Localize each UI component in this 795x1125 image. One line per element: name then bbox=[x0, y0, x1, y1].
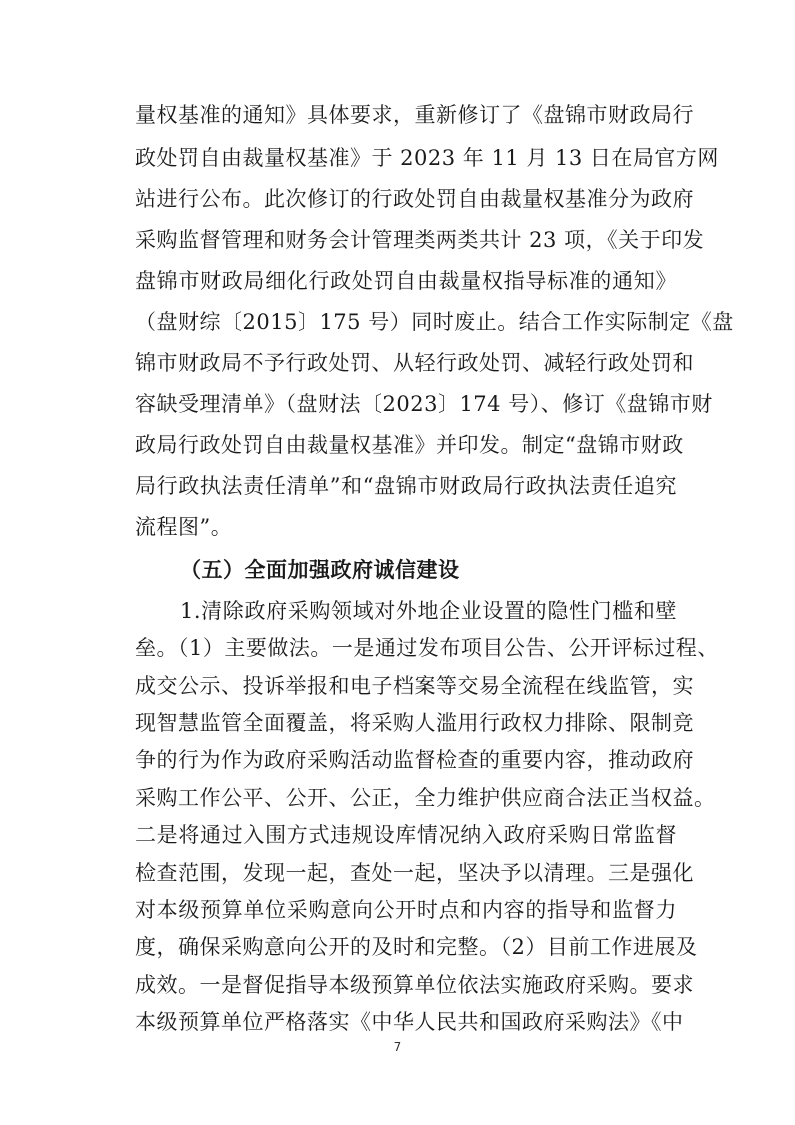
text-line: 站进行公布。此次修订的行政处罚自由裁量权基准分为政府 bbox=[135, 187, 694, 211]
text-line: 现智慧监管全面覆盖，将采购人滥用行政权力排除、限制竞 bbox=[135, 711, 694, 735]
text-line: 流程图”。 bbox=[135, 515, 233, 539]
text-line: 成效。一是督促指导本级预算单位依法实施政府采购。要求 bbox=[135, 973, 694, 997]
text-line: 盘锦市财政局细化行政处罚自由裁量权指导标准的通知》 bbox=[135, 269, 677, 293]
text-line: 对本级预算单位采购意向公开时点和内容的指导和监督力 bbox=[135, 898, 677, 922]
text-line: 局行政执法责任清单”和“盘锦市财政局行政执法责任追究 bbox=[135, 474, 677, 498]
text-line: 政处罚自由裁量权基准》于 2023 年 11 月 13 日在局官方网 bbox=[135, 146, 719, 170]
text-line: 争的行为作为政府采购活动监督检查的重要内容，推动政府 bbox=[135, 748, 694, 772]
text-line: （盘财综〔2015〕175 号）同时废止。结合工作实际制定《盘 bbox=[135, 310, 734, 334]
text-line: 垒。（1）主要做法。一是通过发布项目公告、公开评标过程、 bbox=[135, 636, 719, 660]
text-line: 本级预算单位严格落实《中华人民共和国政府采购法》《中 bbox=[135, 1010, 684, 1034]
text-line: 政局行政处罚自由裁量权基准》并印发。制定“盘锦市财政 bbox=[135, 433, 684, 457]
text-line: 锦市财政局不予行政处罚、从轻行政处罚、减轻行政处罚和 bbox=[135, 351, 694, 375]
text-line: 采购监督管理和财务会计管理类两类共计 23 项，《关于印发 bbox=[135, 228, 705, 252]
text-line: 成交公示、投诉举报和电子档案等交易全流程在线监管，实 bbox=[135, 674, 694, 698]
text-line: 容缺受理清单》（盘财法〔2023〕174 号）、修订《盘锦市财 bbox=[135, 392, 713, 416]
text-line: 采购工作公平、公开、公正，全力维护供应商合法正当权益。 bbox=[135, 786, 716, 810]
text-line: 量权基准的通知》具体要求，重新修订了《盘锦市财政局行 bbox=[135, 103, 694, 127]
page-number: 7 bbox=[393, 1040, 402, 1054]
text-line: 1.清除政府采购领域对外地企业设置的隐性门槛和壁 bbox=[180, 599, 677, 623]
text-line: 二是将通过入围方式违规设库情况纳入政府采购日常监督 bbox=[135, 823, 677, 847]
section-heading: （五）全面加强政府诚信建设 bbox=[180, 557, 460, 582]
text-line: 度，确保采购意向公开的及时和完整。（2）目前工作进展及 bbox=[135, 935, 698, 959]
text-line: 检查范围，发现一起，查处一起，坚决予以清理。三是强化 bbox=[135, 861, 694, 885]
